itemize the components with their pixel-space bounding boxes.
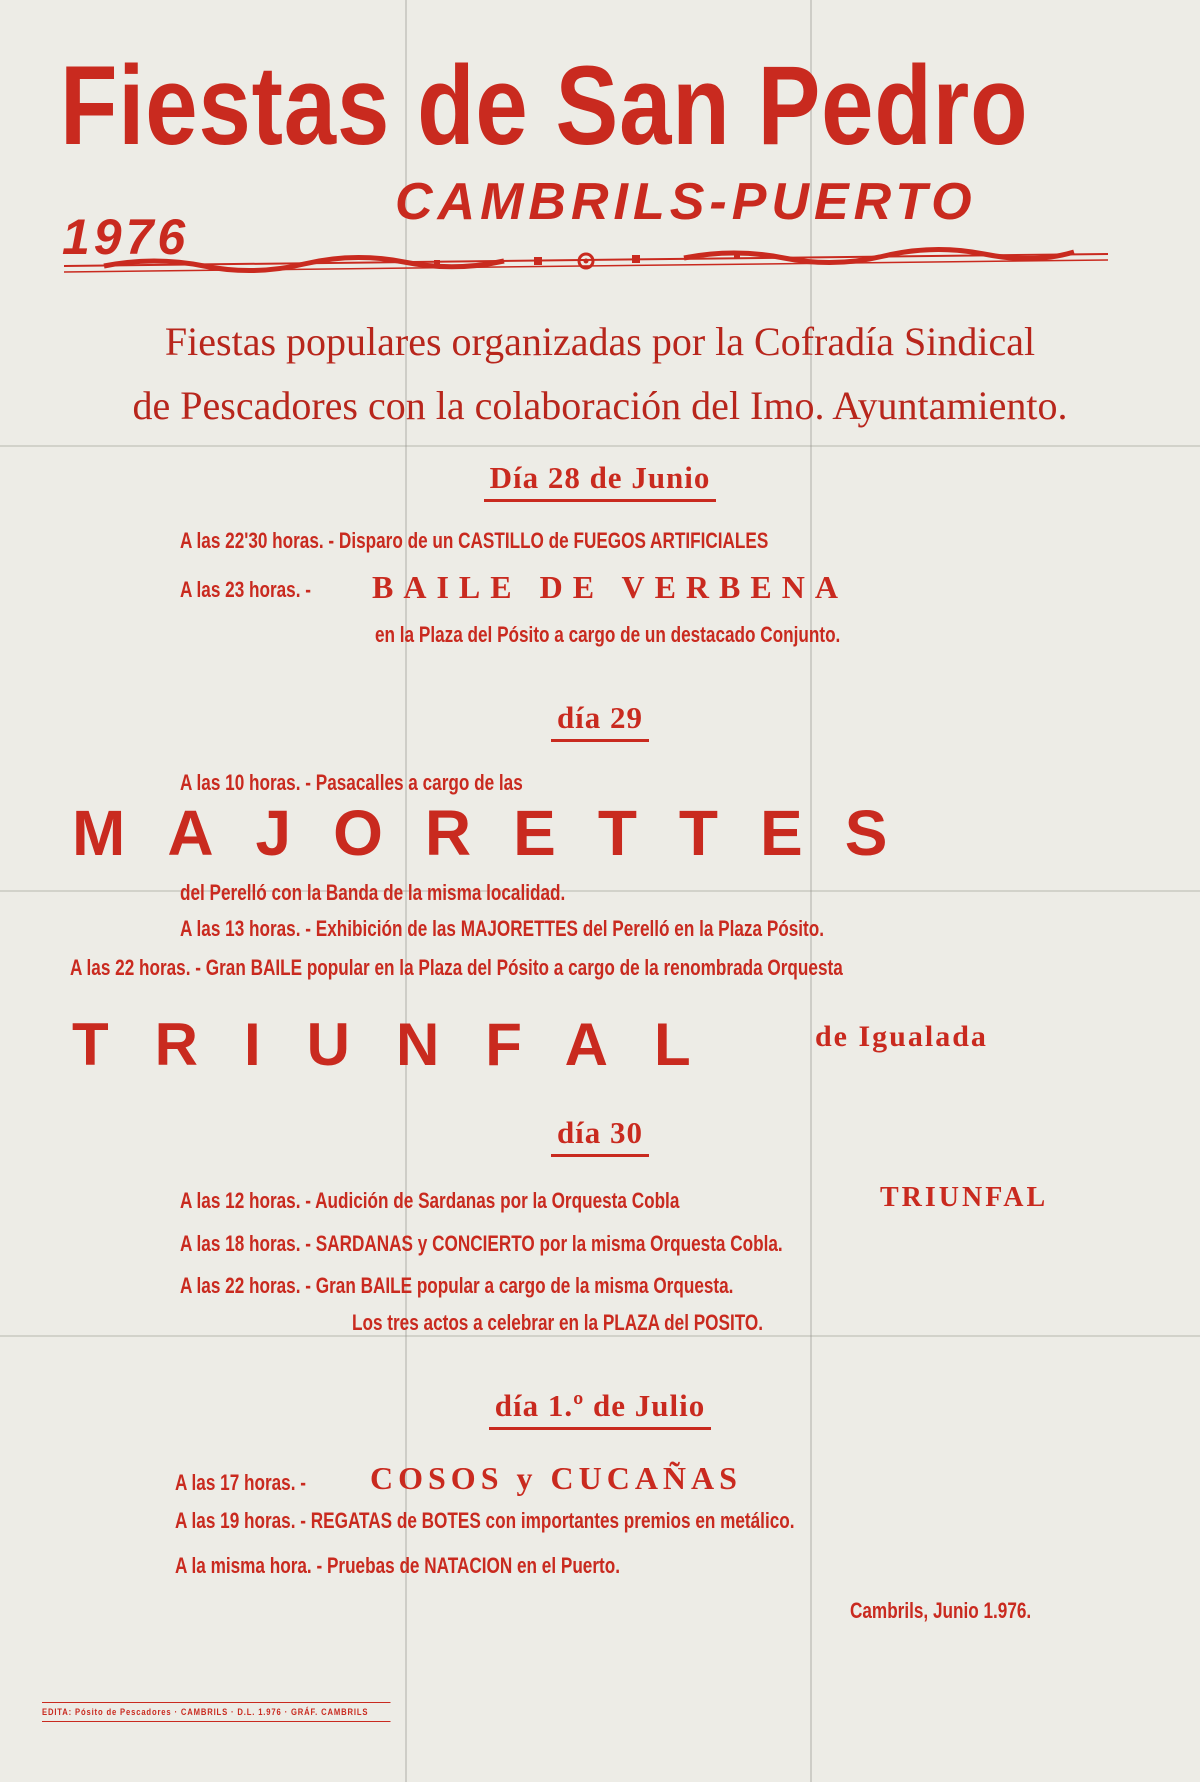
event-line [180,1188,679,1214]
event-30-dance [180,1273,733,1299]
event-29-parade-detail: del Perelló con la Banda de la misma localidad. [180,880,566,905]
triunfal-banner: TRIUNFAL [72,1011,737,1078]
event-highlight: BAILE DE VERBENA [372,569,848,605]
day-heading-30-text: día 30 [551,1115,649,1157]
event-time: A las 23 horas. - [180,577,311,602]
event-1-regatta [175,1508,795,1534]
event-text: Gran BAILE popular en la Plaza del Pósito a cargo de la renombrada Orquesta [205,955,843,980]
event-text: Audición de Sardanas por la Orquesta Cobla [315,1188,680,1213]
event-highlight: TRIUNFAL [880,1182,1049,1213]
event-1-swimming [175,1553,620,1579]
event-text: Disparo de un CASTILLO de FUEGOS ARTIFICIALES [338,528,769,553]
printer-imprint: EDITA: Pósito de Pescadores · CAMBRILS · D.L. 1.976 · GRÁF. CAMBRILS [42,1702,391,1722]
event-time: A las 22 horas. - [70,955,201,980]
intro-line-1: Fiestas populares organizadas por la Cofradía Sindical [164,319,1036,364]
day-heading-29-text: día 29 [551,700,649,742]
signature-date: Cambrils, Junio 1.976. [850,1598,1032,1623]
event-text: Pasacalles a cargo de las [315,770,523,795]
day-heading-1-july-text: día 1.º de Julio [489,1388,712,1430]
event-time: A las 12 horas. - [180,1188,311,1213]
event-text: Gran BAILE popular a cargo de la misma Orquesta. [315,1273,734,1298]
event-time: A las 22'30 horas. - [180,528,335,553]
event-text: Exhibición de las MAJORETTES del Perelló en la Plaza Pósito. [315,916,825,941]
decorative-wave-rule-icon [64,236,1108,292]
poster-year: 1976 [62,209,190,265]
day-heading-28-text: Día 28 de Junio [484,460,717,502]
event-29-dance [70,955,843,981]
day-heading-29 [0,700,1200,742]
intro-line-2: de Pescadores con la colaboración del Imo. Ayuntamiento. [132,383,1068,428]
majorettes-banner: MAJORETTES [72,797,930,869]
event-29-exhibition [180,916,824,942]
event-text: SARDANAS y CONCIERTO por la misma Orquesta Cobla. [315,1231,783,1256]
event-30-sardanas [180,1182,1049,1214]
event-time: A las 10 horas. - [180,770,311,795]
event-1-games [175,1460,742,1496]
event-30-location-note: Los tres actos a celebrar en la PLAZA del POSITO. [352,1310,764,1335]
event-time: A las 22 horas. - [180,1273,311,1298]
event-time: A las 19 horas. - [175,1508,306,1533]
event-28-fireworks [180,528,768,554]
event-28-dance-detail: en la Plaza del Pósito a cargo de un destacado Conjunto. [375,622,841,647]
triunfal-origin: de Igualada [815,1020,988,1053]
event-text: REGATAS de BOTES con importantes premios en metálico. [310,1508,795,1533]
poster-title: Fiestas de San Pedro [60,43,1029,168]
event-29-parade [180,770,523,796]
poster-town: CAMBRILS-PUERTO [395,173,977,231]
event-30-concert [180,1231,783,1257]
day-heading-28 [0,460,1200,502]
day-heading-30 [0,1115,1200,1157]
event-time: A las 13 horas. - [180,916,311,941]
event-time: A las 17 horas. - [175,1470,306,1495]
event-highlight: COSOS y CUCAÑAS [370,1460,742,1496]
event-time: A las 18 horas. - [180,1231,311,1256]
event-28-dance [180,569,848,605]
event-text: Pruebas de NATACION en el Puerto. [326,1553,621,1578]
day-heading-1-july [0,1388,1200,1430]
event-time: A la misma hora. - [175,1553,323,1578]
fold-crease-horizontal-1 [0,445,1200,447]
